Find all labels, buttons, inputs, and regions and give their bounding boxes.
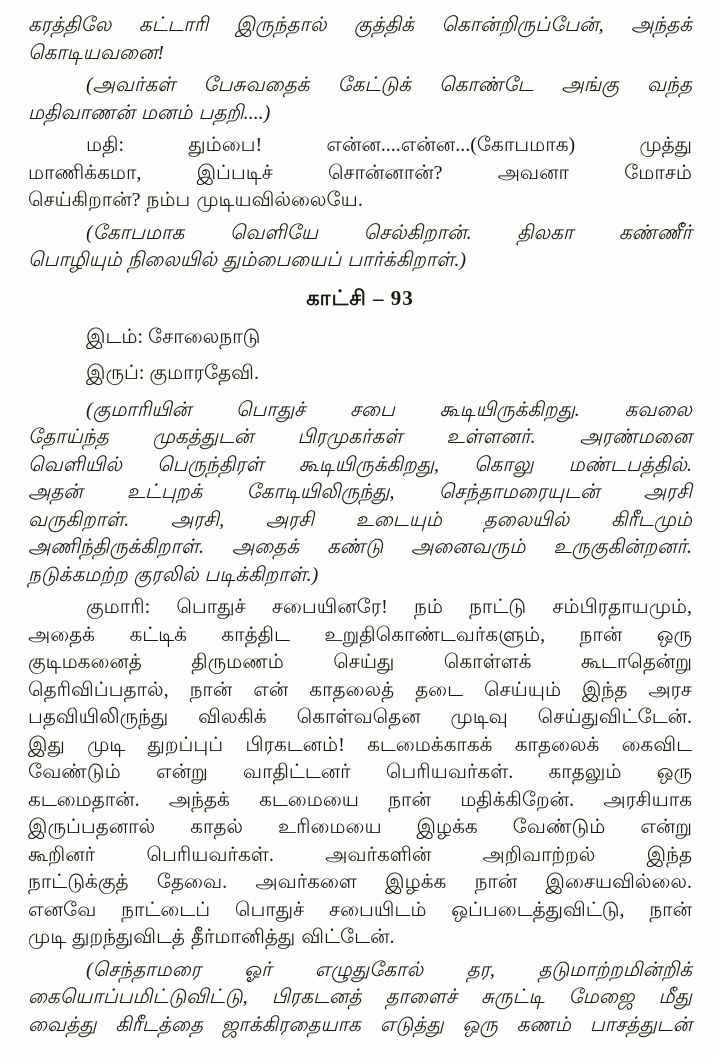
text-line: எனவே நாட்டைப் பொதுச் சபையிடம் ஒப்படைத்துவிட்டு, நான்: [28, 898, 692, 921]
text-line: பதவியிலிருந்து விலகிக் கொள்வதென முடிவு செய்துவிட்டேன்.: [28, 706, 692, 728]
text-line: மதிவாணன் மனம் பதறி....): [28, 101, 271, 124]
text-line: (செந்தாமரை ஓர் எழுதுகோல் தர, தடுமாற்றமின்றிக்: [86, 958, 692, 981]
dialogue-mathi: [28, 132, 692, 215]
text-line: (கோபமாக வெளியே செல்கிறான். திலகா கண்ணீர்: [86, 221, 692, 244]
text-line: அதன் உட்புறக் கோடியிலிருந்து, செந்தாமரையுடன் அரசி: [28, 481, 692, 503]
text-line: கொடியவனை!: [28, 41, 164, 64]
text-line: இது முடி துறப்புப் பிரகடனம்! கடமைக்காகக் காதலைக் கைவிட: [28, 733, 692, 756]
text-line: செய்கிறான்? நம்ப முடியவில்லையே.: [28, 189, 363, 211]
text-line: வைத்து கிரீடத்தை ஜாக்கிரதையாக எடுத்து ஒரு கணம் பாசத்துடன்: [28, 1013, 692, 1036]
text-line: நாட்டுக்குத் தேவை. அவர்களை இழக்க நான் இசையவில்லை.: [28, 871, 692, 893]
text-line: இருப்பதனால் காதல் உரிமையை இழக்க வேண்டும் என்று: [28, 816, 692, 838]
scene-location: இடம்: சோலைநாடு: [86, 325, 261, 348]
stage-direction: [28, 957, 692, 1040]
text-line: நடுக்கமற்ற குரலில் படிக்கிறாள்.): [28, 563, 319, 586]
text-line: (அவர்கள் பேசுவதைக் கேட்டுக் கொண்டே அங்கு வந்த: [86, 74, 692, 96]
dialogue-continuation: [28, 12, 692, 67]
text-line: வெளியில் பெருந்திரள் கூடியிருக்கிறது, கொலு மண்டபத்தில்.: [28, 453, 692, 476]
text-line: தெரிவிப்பதால், நான் என் காதலைத் தடை செய்யும் இந்த அரச: [28, 678, 692, 701]
text-line: கடமைதான். அந்தக் கடமையை நான் மதிக்கிறேன். அரசியாக: [28, 788, 692, 811]
text-line: மாணிக்கமா, இப்படிச் சொன்னான்? அவனா மோசம்: [28, 161, 692, 184]
stage-direction: [28, 397, 692, 590]
scene-heading: காட்சி – 93: [306, 285, 414, 310]
stage-direction: [28, 72, 692, 127]
text-line: மதி: தும்பை! என்ன....என்ன...(கோபமாக) முத்து: [86, 134, 692, 156]
text-line: பொழியும் நிலையில் தும்பையைப் பார்க்கிறாள்.): [28, 249, 466, 271]
text-line: முடி துறந்துவிடத் தீர்மானித்து விட்டேன்.: [28, 926, 395, 948]
text-line: குமாரி: பொதுச் சபையினரே! நம் நாட்டு சம்பிரதாயமும்,: [86, 596, 692, 618]
text-line: தோய்ந்த முகத்துடன் பிரமுகர்கள் உள்ளனர். அரண்மனை: [28, 426, 692, 448]
text-line: வருகிறாள். அரசி, அரசி உடையும் தலையில் கிரீடமும்: [28, 508, 692, 531]
text-line: கையொப்பமிட்டுவிட்டு, பிரகடனத் தாளைச் சுருட்டி மேஜை மீது: [28, 986, 692, 1008]
text-line: அணிந்திருக்கிறாள். அதைக் கண்டு அனைவரும் உருகுகின்றனர்.: [28, 536, 692, 558]
dialogue-kumari: [28, 594, 692, 952]
text-line: அதைக் கட்டிக் காத்திட உறுதிகொண்டவர்களும், நான் ஒரு: [28, 623, 692, 646]
text-line: வேண்டும் என்று வாதிட்டனர் பெரியவர்கள். காதலும் ஒரு: [28, 761, 692, 783]
stage-direction: [28, 220, 692, 275]
text-line: (குமாரியின் பொதுச் சபை கூடியிருக்கிறது. கவலை: [86, 398, 692, 421]
text-line: குடிமகனைத் திருமணம் செய்து கொள்ளக் கூடாதென்று: [28, 651, 692, 673]
text-line: கூறினர் பெரியவர்கள். அவர்களின் அறிவாற்றல் இந்த: [28, 843, 692, 866]
text-line: கரத்திலே கட்டாரி இருந்தால் குத்திக் கொன்றிருப்பேன், அந்தக்: [28, 14, 692, 36]
scene-cast: இருப்: குமாரதேவி.: [86, 362, 259, 384]
